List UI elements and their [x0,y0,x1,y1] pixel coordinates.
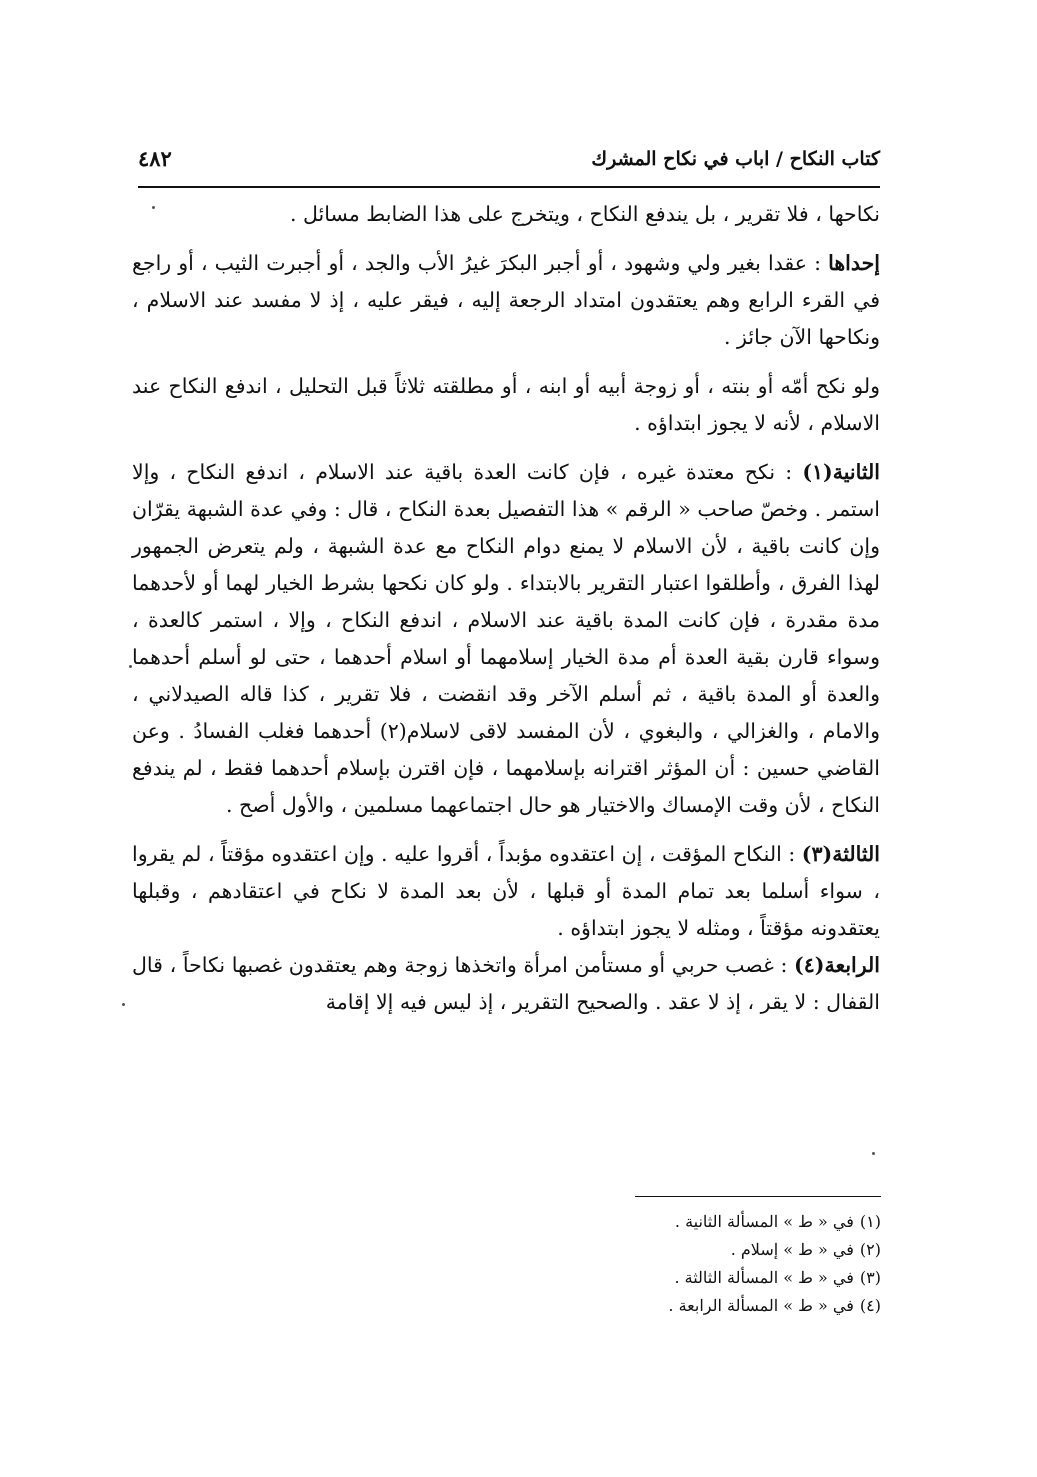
paragraph-continuation: نكاحها ، فلا تقرير ، بل يندفع النكاح ، ويتخرج على هذا الضابط مسائل . [289,202,880,226]
paragraph-body: : عقدا بغير ولي وشهود ، أو أجبر البكرَ غيرُ الأب والجد ، أو أجبرت الثيب ، أو راجع في القرء الرابع وهم يعتقدون امتداد الرجعة إليه ، فيقر عليه ، إذ لا مفسد عند الاسلام ، ونكاحها الآن جائز . [132,251,880,349]
footnote-text: في « ط » المسألة الثالثة . [674,1268,854,1287]
scan-speck [872,1152,875,1155]
footnote-text: في « ط » المسألة الرابعة . [668,1296,854,1315]
scan-speck [129,665,132,668]
footnotes [560,1208,881,1320]
footnote-item [560,1292,881,1320]
scan-speck [122,1003,125,1006]
paragraph-body: : النكاح المؤقت ، إن اعتقدوه مؤبداً ، أقروا عليه . وإن اعتقدوه مؤقتاً ، لم يقروا ، سواء أسلما بعد تمام المدة أو قبلها ، لأن بعد المدة لا نكاح في اعتقادهم ، وقبلها يعتقدونه مؤقتاً ، ومثله لا يجوز ابتداؤه . [132,842,880,940]
paragraph-third-issue [132,836,880,947]
footnote-number: (٢) [859,1240,881,1259]
footnote-number: (٤) [859,1296,881,1315]
paragraph-body: : غصب حربي أو مستأمن امرأة واتخذها زوجة وهم يعتقدون غصبها نكاحاً ، قال القفال : لا يقر ، إذ لا عقد . والصحيح التقرير ، إذ ليس فيه إلا إقامة [132,953,880,1014]
footnote-number: (١) [859,1212,881,1231]
paragraph-incest-case: ولو نكح أمّه أو بنته ، أو زوجة أبيه أو ابنه ، أو مطلقته ثلاثاً قبل التحليل ، اندفع النكاح عند الاسلام ، لأنه لا يجوز ابتداؤه . [132,374,880,435]
paragraph-lead: الرابعة(٤) [794,953,880,977]
scan-speck [152,206,155,209]
paragraph-first-issue [132,245,880,356]
header-rule [138,186,880,188]
paragraph-lead: إحداها [828,251,880,275]
footnote-item [560,1208,881,1236]
footnote-number: (٣) [859,1268,881,1287]
paragraph-fourth-issue [132,947,880,1021]
footnote-item [560,1236,881,1264]
header-title: كتاب النكاح / اباب في نكاح المشرك [591,148,880,170]
main-text [132,196,880,1021]
footnote-item [560,1264,881,1292]
footnote-text: في « ط » المسألة الثانية . [674,1212,854,1231]
paragraph-body: : نكح معتدة غيره ، فإن كانت العدة باقية عند الاسلام ، اندفع النكاح ، وإلا استمر . وخصّ صاحب « الرقم » هذا التفصيل بعدة النكاح ، قال : وفي عدة الشبهة يقرّان وإن كانت باقية ، لأن الاسلام لا يمنع دوام النكاح مع عدة الشبهة ، ولم يتعرض الجمهور لهذا الفرق ، وأطلقوا اعتبار التقرير بالابتداء . ولو كان نكحها بشرط الخيار لهما أو لأحدهما مدة مقدرة ، فإن كانت المدة باقية عند الاسلام ، اندفع النكاح ، وإلا ، استمر كالعدة ، وسواء قارن بقية العدة أم مدة الخيار إسلامهما أو اسلام أحدهما ، حتى لو أسلم أحدهما والعدة أو المدة باقية ، ثم أسلم الآخر وقد انقضت ، فلا تقرير ، كذا قاله الصيدلاني ، والامام ، والغزالي ، والبغوي ، لأن المفسد لاقى لاسلام(٢) أحدهما فغلب الفسادُ . وعن القاضي حسين : أن المؤثر اقترانه بإسلامهما ، فإن اقترن بإسلام أحدهما فقط ، لم يندفع النكاح ، لأن وقت الإمساك والاختيار هو حال اجتماعهما مسلمين ، والأول أصح . [132,460,880,817]
running-header [138,140,880,184]
page-number: ٤٨٢ [138,146,172,171]
footnote-rule [635,1196,881,1197]
footnote-text: في « ط » إسلام . [730,1240,854,1259]
paragraph-lead: الثالثة(٣) [801,842,880,866]
paragraph-lead: الثانية(١) [802,460,880,484]
paragraph-second-issue [132,454,880,824]
